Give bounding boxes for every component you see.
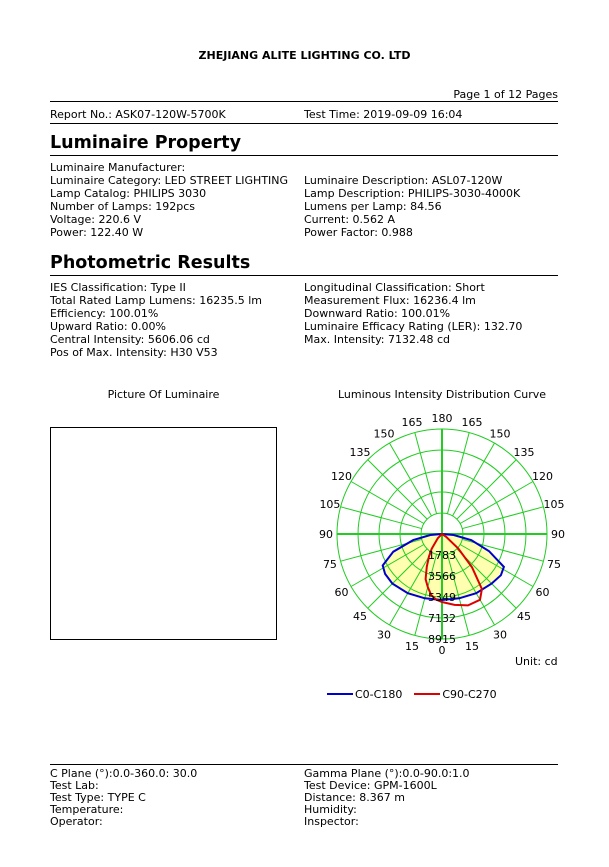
ring-label: 5349 [428,591,456,604]
legend-label: C0-C180 [355,687,403,701]
property-field: Power: 122.40 W [50,226,144,239]
result-field: Efficiency: 100.01% [50,307,159,320]
grid-spoke [460,482,533,524]
angle-label: 30 [377,628,391,642]
angle-label: 45 [517,610,532,624]
footer-field: C Plane (°):0.0-360.0: 30.0 [50,767,198,780]
angle-label: 165 [401,415,423,429]
footer-field: Test Lab: [50,779,99,792]
result-field: Upward Ratio: 0.00% [50,320,166,333]
angle-label: 15 [404,640,419,654]
property-field: Lamp Description: PHILIPS-3030-4000K [304,187,521,200]
footer-field: Test Type: TYPE C [50,791,146,804]
result-field: Measurement Flux: 16236.4 lm [304,294,476,307]
property-field: Lamp Catalog: PHILIPS 3030 [50,187,207,200]
property-field: Voltage: 220.6 V [50,213,141,226]
legend-item [414,688,496,701]
angle-label: 45 [352,610,367,624]
grid-spoke [368,460,427,519]
grid-spoke [457,460,516,519]
section-title-luminaire-property: Luminaire Property [50,133,241,153]
test-time: Test Time: 2019-09-09 16:04 [304,108,463,121]
angle-label: 60 [535,586,550,599]
grid-spoke [390,443,432,516]
property-field: Number of Lamps: 192pcs [50,200,196,213]
footer-field: Inspector: [304,815,359,828]
angle-label: 60 [334,586,349,599]
legend-item [327,688,402,701]
divider [50,101,558,102]
result-field: Total Rated Lamp Lumens: 16235.5 lm [50,294,263,307]
angle-label: 105 [319,497,341,511]
result-field: Central Intensity: 5606.06 cd [50,333,210,346]
unit-label: Unit: cd [515,655,558,668]
legend-label: C90-C270 [442,687,497,701]
angle-label: 0 [438,644,446,657]
property-field: Luminaire Category: LED STREET LIGHTING [50,174,289,187]
angle-label: 90 [319,528,333,541]
footer-field: Distance: 8.367 m [304,791,406,804]
section-title-photometric-results: Photometric Results [50,253,251,273]
grid-spoke [415,433,437,514]
company-name: ZHEJIANG ALITE LIGHTING CO. LTD [198,49,411,62]
footer-field: Operator: [50,815,103,828]
result-field: Downward Ratio: 100.01% [304,307,451,320]
angle-label: 165 [461,415,483,429]
result-field [304,346,522,359]
picture-title: Picture Of Luminaire [107,388,220,401]
grid-spoke [453,443,495,516]
property-field: Luminaire Description: ASL07-120W [304,174,503,187]
angle-label: 120 [531,470,553,483]
ring-label: 7132 [428,612,456,625]
angle-label: 30 [493,628,507,642]
footer-right [304,768,470,828]
footer-field: Test Device: GPM-1600L [304,779,437,792]
ring-label: 1783 [428,549,456,562]
footer-left [50,768,197,828]
chart-legend [327,685,497,701]
property-field: Current: 0.562 A [304,213,396,226]
angle-label: 120 [331,470,353,483]
luminaire-property-right [304,161,520,239]
angle-label: 75 [547,558,562,572]
ring-label: 8915 [428,633,456,646]
grid-spoke [351,482,424,524]
property-field [304,161,520,174]
result-field: Pos of Max. Intensity: H30 V53 [50,346,218,359]
angle-label: 135 [513,445,535,459]
angle-label: 15 [465,640,480,654]
legend-swatch [414,693,440,695]
photometric-results-right [304,281,522,359]
chart-title: Luminous Intensity Distribution Curve [337,388,547,401]
result-field: IES Classification: Type II [50,281,186,294]
result-field: Max. Intensity: 7132.48 cd [304,333,451,346]
luminaire-picture-placeholder [50,427,277,640]
legend-swatch [327,693,353,695]
divider [50,123,558,124]
ring-label: 3566 [428,570,456,583]
grid-spoke [341,507,422,529]
grid-spoke [462,507,543,529]
result-field: Luminaire Efficacy Rating (LER): 132.70 [304,320,523,333]
luminaire-property-left [50,161,288,239]
photometric-results-left [50,281,262,359]
angle-label: 180 [431,412,453,425]
angle-label: 75 [322,558,337,572]
footer-field: Humidity: [304,803,357,816]
angle-label: 105 [543,497,565,511]
property-field: Power Factor: 0.988 [304,226,413,239]
angle-label: 150 [489,427,511,441]
result-field: Longitudinal Classification: Short [304,281,485,294]
divider [50,764,558,765]
page-indicator: Page 1 of 12 Pages [453,88,558,101]
property-field: Lumens per Lamp: 84.56 [304,200,442,213]
angle-label: 150 [373,427,395,441]
divider [50,155,558,156]
grid-spoke [447,433,469,514]
footer-field: Gamma Plane (°):0.0-90.0:1.0 [304,767,470,780]
angle-label: 135 [349,445,371,459]
angle-label: 90 [551,528,565,541]
footer-field: Temperature: [50,803,124,816]
report-number: Report No.: ASK07-120W-5700K [50,108,226,121]
divider [50,275,558,276]
property-field: Luminaire Manufacturer: [50,161,186,174]
